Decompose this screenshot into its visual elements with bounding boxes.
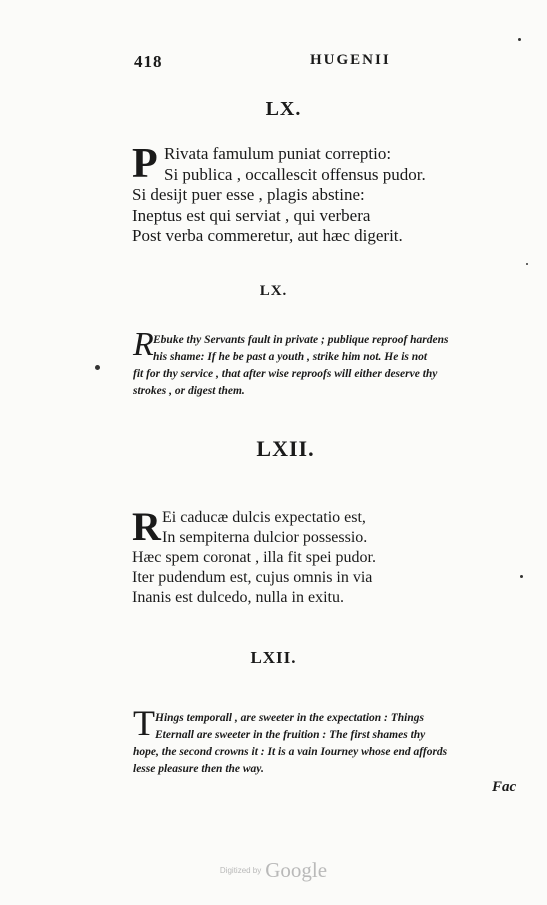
ink-speck: [520, 575, 523, 578]
prose-line: strokes , or digest them.: [133, 385, 245, 397]
verse-line: Iter pudendum est, cujus omnis in via: [132, 569, 373, 586]
english-translation: [133, 326, 531, 400]
watermark-prefix: Digitized by: [219, 866, 262, 875]
digitization-watermark: [0, 858, 547, 883]
verse-line: Ineptus est qui serviat , qui verbera: [132, 205, 371, 225]
catchword: Fac: [492, 779, 517, 795]
ink-speck: [95, 365, 100, 370]
verse-line: Si desijt puer esse , plagis abstine:: [132, 185, 365, 204]
verse-line: In sempiterna dulcior possessio.: [162, 529, 368, 546]
verse-line: Hæc spem coronat , illa fit spei pudor.: [132, 549, 376, 566]
section-heading: LXII.: [256, 436, 315, 461]
verse-line: Ei caducæ dulcis expectatio est,: [162, 509, 366, 526]
ink-speck: [526, 263, 528, 265]
prose-line: hope, the second crowns it : It is a vain Iourney whose end affords: [133, 746, 448, 758]
prose-line: lesse pleasure then the way.: [133, 763, 264, 775]
prose-line: fit for thy service , that after wise reproofs will either deserve thy: [133, 368, 438, 380]
drop-cap: P: [132, 141, 158, 187]
verse-line: Post verba commeretur, aut hæc digerit.: [132, 226, 403, 245]
prose-line: Eternall are sweeter in the fruition : The first shames thy: [155, 729, 426, 741]
prose-line: Hings temporall , are sweeter in the expectation : Things: [155, 712, 424, 724]
running-title: HUGENII: [310, 52, 391, 68]
drop-cap: T: [133, 703, 155, 743]
english-translation: [133, 703, 531, 778]
drop-cap: R: [133, 326, 154, 363]
verse-line: Rivata famulum puniat correptio:: [164, 144, 392, 163]
verse-line: Inanis est dulcedo, nulla in exitu.: [132, 589, 344, 606]
page-number: 418: [134, 52, 163, 71]
section-heading: LX.: [265, 98, 302, 120]
latin-verse: [132, 141, 426, 247]
verse-line: Si publica , occallescit offensus pudor.: [164, 164, 426, 184]
prose-line: Ebuke thy Servants fault in private ; publique reproof hardens: [153, 334, 449, 346]
latin-verse: [132, 504, 376, 608]
drop-cap: R: [132, 504, 161, 549]
section-heading: LX.: [259, 283, 288, 299]
section-heading: LXII.: [250, 648, 297, 667]
watermark-brand: Google: [265, 858, 328, 882]
prose-line: his shame: If he be past a youth , strike him not. He is not: [153, 351, 428, 363]
ink-speck: [518, 38, 521, 41]
